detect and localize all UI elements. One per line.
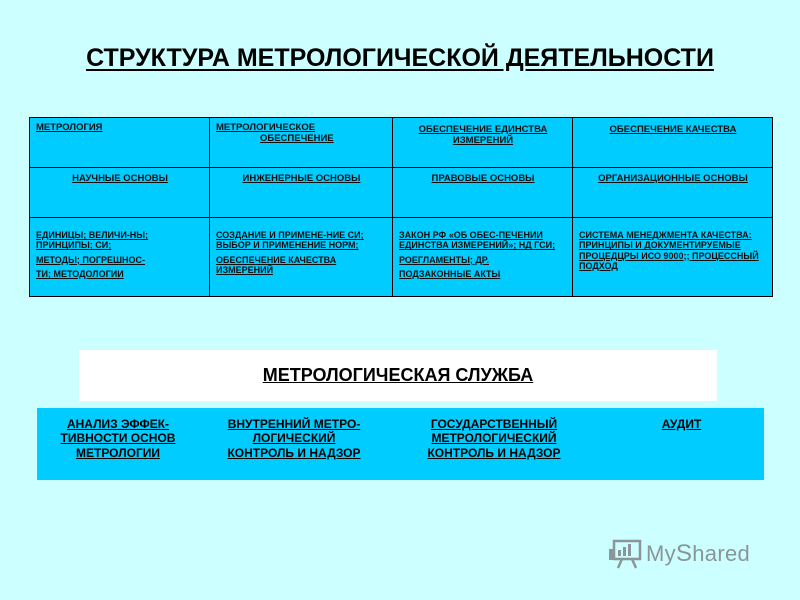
metrological-service-banner: МЕТРОЛОГИЧЕСКАЯ СЛУЖБА [79,350,717,401]
function-line: ЛОГИЧЕСКИЙ [252,431,336,446]
function-line: ТИВНОСТИ ОСНОВ [60,431,176,446]
detail-line: ЗАКОН РФ «ОБ ОБЕС-ПЕЧЕНИИ ЕДИНСТВА ИЗМЕРЕНИЙ»; НД ГСИ; [399,230,556,251]
function-line: АУДИТ [661,417,702,431]
function-line: АНАЛИЗ ЭФФЕК- [66,417,170,431]
detail-line: ПОДЗАКОННЫЕ АКТЫ [399,269,501,280]
presentation-icon [608,539,642,569]
detail-line: СИСТЕМА МЕНЕДЖМЕНТА КАЧЕСТВА: ПРИНЦИПЫ И ДОКУМЕНТИРУЕМЫЕ ПРОЦЕДЦРЫ ИСО 9000;; ПРОЦЕССНЫЙ ПОДХОД [579,230,759,272]
function-line: КОНТРОЛЬ И НАДЗОР [427,445,561,460]
header-metrological-support [210,118,393,168]
detail-organizational [573,218,772,296]
header-metrology [30,118,210,168]
scientific-foundations: НАУЧНЫЕ ОСНОВЫ [30,168,210,218]
watermark-text [646,540,750,568]
structure-table [29,117,773,297]
slide-title: СТРУКТУРА МЕТРОЛОГИЧЕСКОЙ ДЕЯТЕЛЬНОСТИ [86,44,714,72]
myshared-watermark [608,538,750,570]
header-metrological-support-line2: ОБЕСПЕЧЕНИЕ [260,132,334,144]
function-effectiveness-analysis [37,408,199,480]
function-audit [599,408,764,480]
function-line: МЕТРОЛОГИИ [75,445,161,460]
header-quality-assurance-label: ОБЕСПЕЧЕНИЕ КАЧЕСТВА [609,124,737,135]
header-metrology-label: МЕТРОЛОГИЯ [36,122,103,133]
function-line: МЕТРОЛОГИЧЕСКИЙ [431,431,557,446]
detail-line: ОБЕСПЕЧЕНИЕ КАЧЕСТВА ИЗМЕРЕНИЙ [216,254,337,276]
detail-scientific [30,218,210,296]
header-measurement-uniformity-label: ОБЕСПЕЧЕНИЕ ЕДИНСТВА ИЗМЕРЕНИЙ [418,124,548,146]
header-quality-assurance [573,118,772,168]
detail-line: МЕТОДЫ; ПОГРЕШНОС- [36,254,145,265]
detail-line: РОЕГЛАМЕНТЫ; ДР. [399,254,489,265]
function-line: ВНУТРЕННИЙ МЕТРО- [227,417,361,431]
legal-foundations: ПРАВОВЫЕ ОСНОВЫ [393,168,573,218]
detail-legal [393,218,573,296]
organizational-foundations: ОРГАНИЗАЦИОННЫЕ ОСНОВЫ [573,168,772,218]
watermark-text-part: My [646,541,676,566]
function-line: ГОСУДАРСТВЕННЫЙ [430,417,558,431]
detail-line: ЕДИНИЦЫ; ВЕЛИЧИ-НЫ; ПРИНЦИПЫ; СИ; [36,230,149,251]
service-functions [37,408,764,480]
header-measurement-uniformity [393,118,573,168]
header-metrological-support-line1: МЕТРОЛОГИЧЕСКОЕ [216,122,316,133]
watermark-text-part: hared [692,541,751,566]
watermark-text-part: S [675,540,693,567]
function-internal-control [199,408,389,480]
function-line: КОНТРОЛЬ И НАДЗОР [227,445,361,460]
function-state-control [389,408,599,480]
detail-line: ТИ; МЕТОДОЛОГИИ [36,269,124,280]
engineering-foundations: ИНЖЕНЕРНЫЕ ОСНОВЫ [210,168,393,218]
detail-engineering [210,218,393,296]
detail-line: СОЗДАНИЕ И ПРИМЕНЕ-НИЕ СИ; ВЫБОР И ПРИМЕНЕНИЕ НОРМ; [216,230,364,251]
